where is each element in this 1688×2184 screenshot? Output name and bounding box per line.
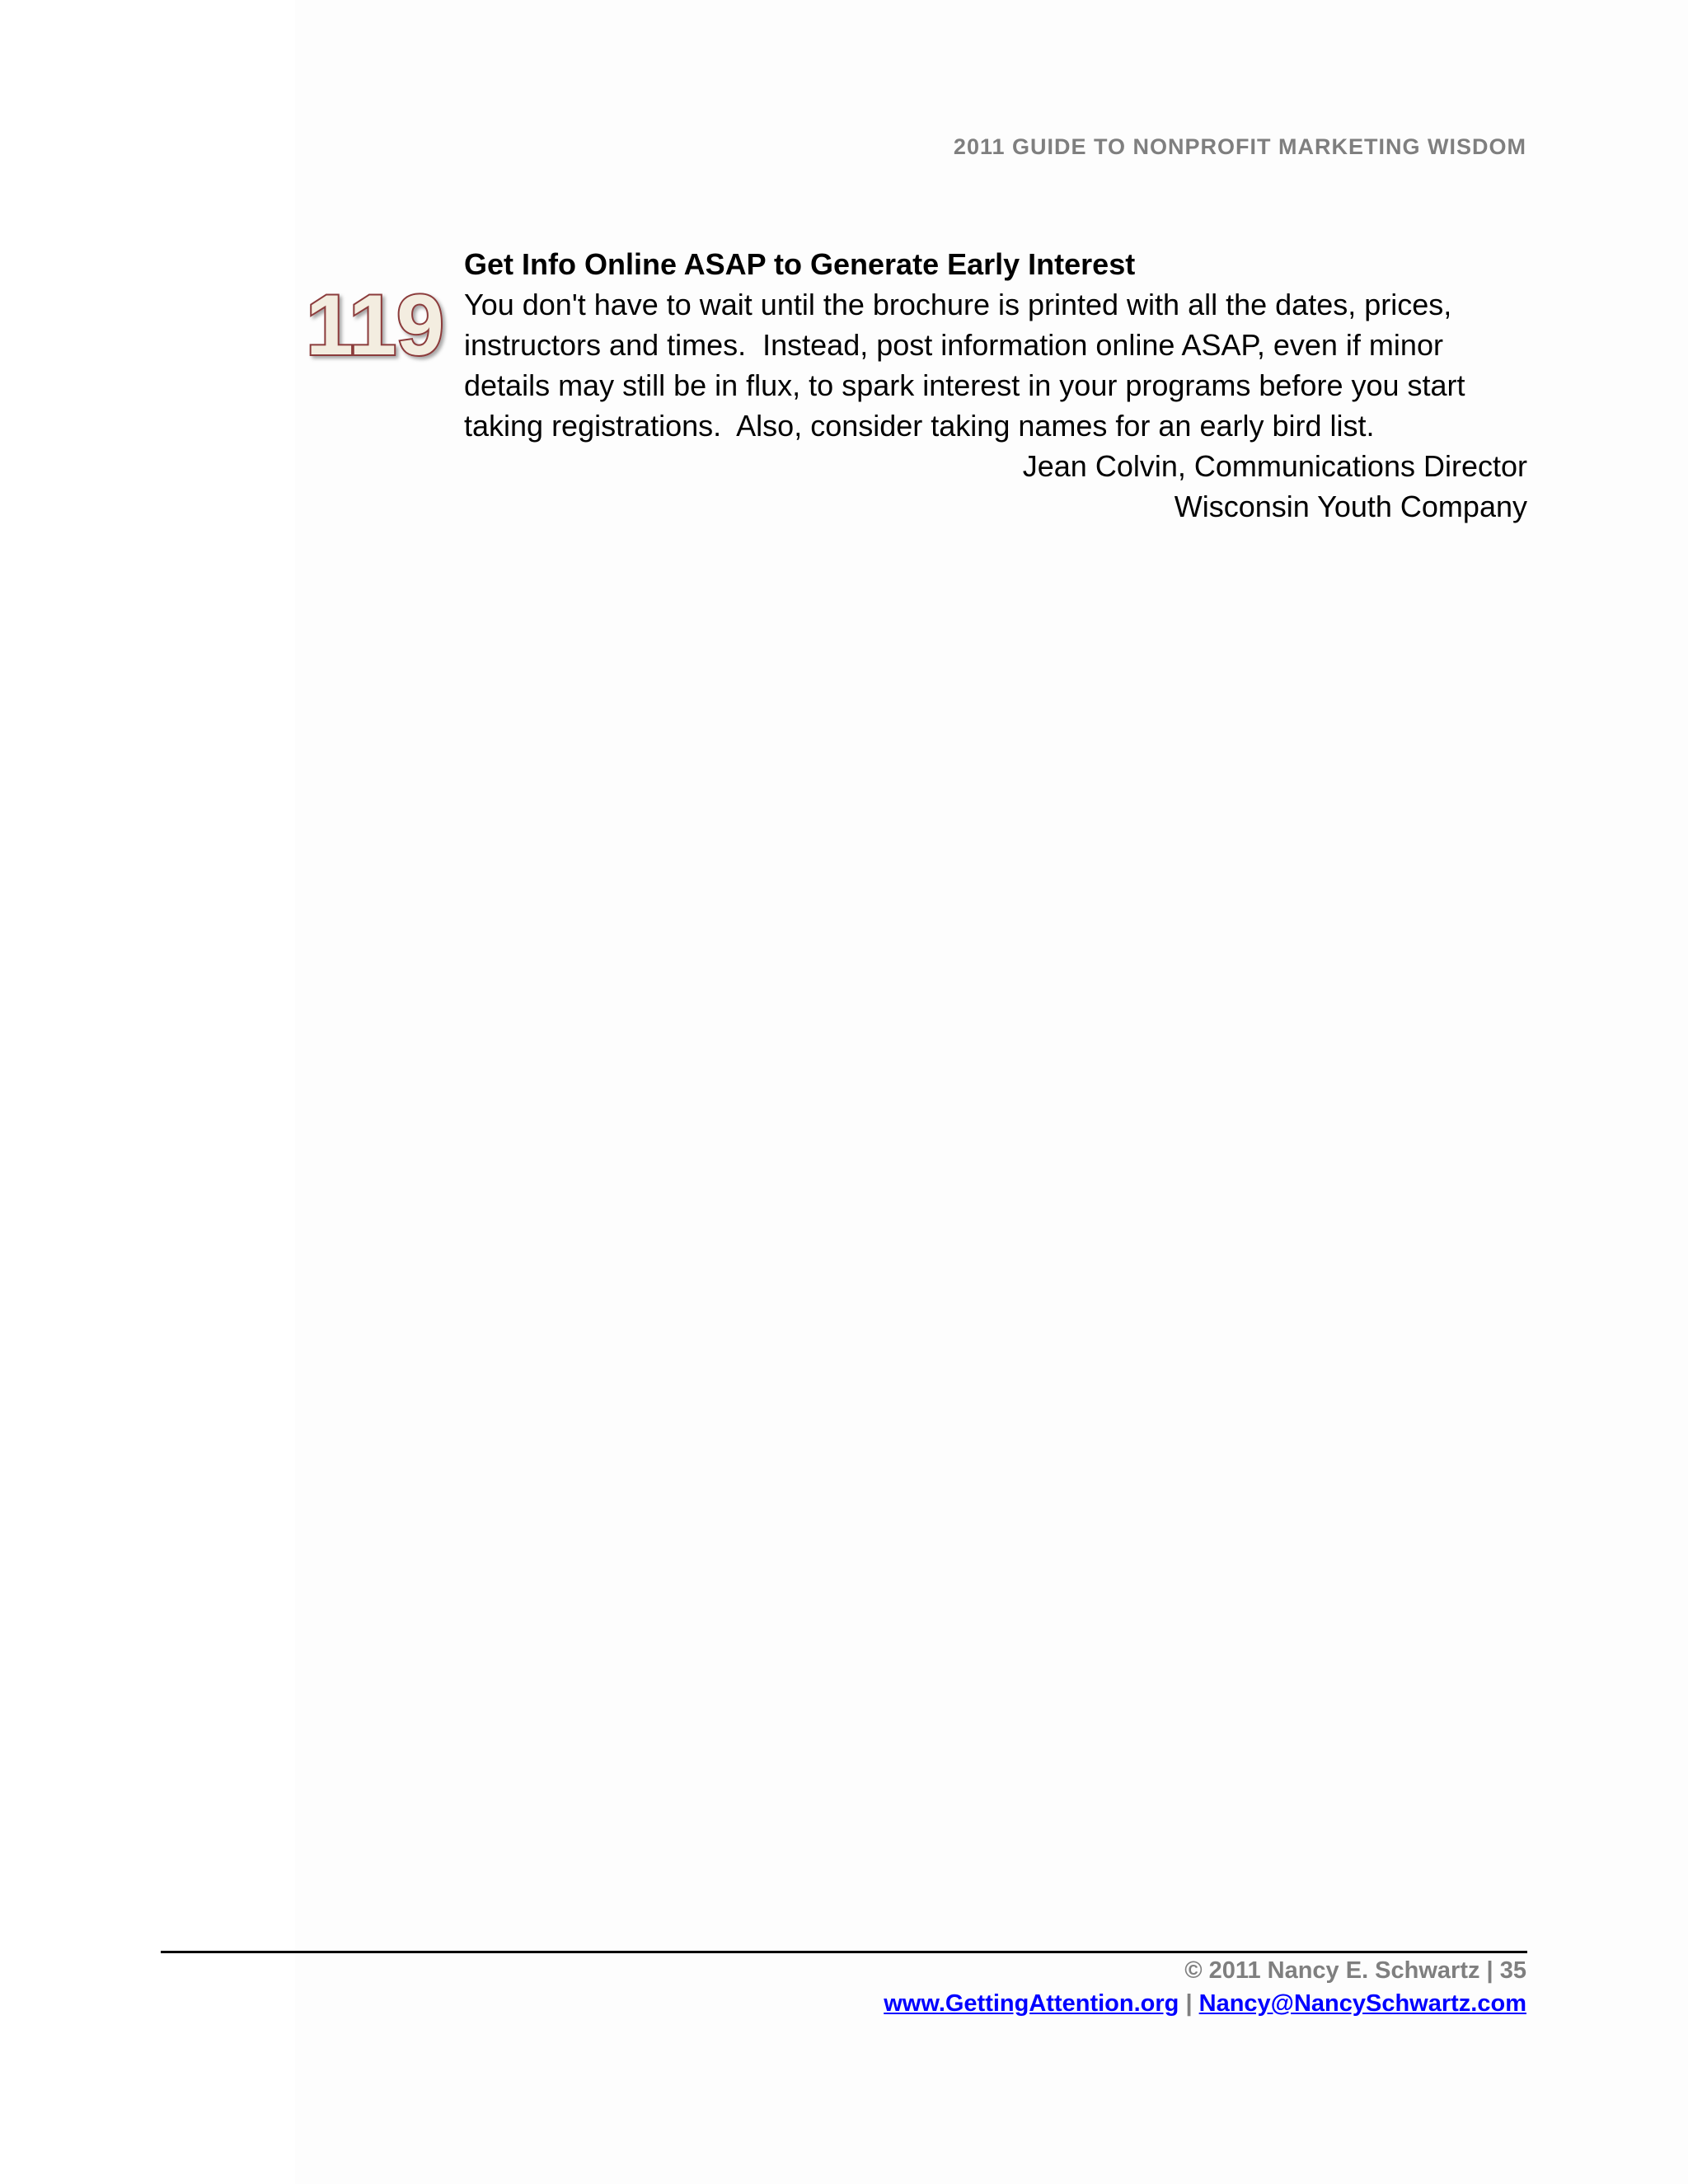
attribution-name: Jean Colvin, Communications Director (1022, 449, 1527, 483)
tip-number-svg (297, 279, 453, 369)
footer-separator: | (1185, 1990, 1193, 2017)
footer-copyright: © 2011 Nancy E. Schwartz | 35 (1184, 1957, 1526, 1984)
tip-body-line: taking registrations. Also, consider taking names for an early bird list. (464, 409, 1375, 443)
tip-title: Get Info Online ASAP to Generate Early Interest (464, 247, 1136, 281)
email-link[interactable]: Nancy@NancySchwartz.com (1198, 1990, 1526, 2017)
tip-body (464, 284, 1527, 446)
tip-body-line: You don't have to wait until the brochure is printed with all the dates, prices, (464, 288, 1452, 321)
running-header: 2011 GUIDE TO NONPROFIT MARKETING WISDOM (953, 134, 1526, 159)
tip-number-graphic (297, 279, 453, 369)
tip-body-line: instructors and times. Instead, post information online ASAP, even if minor (464, 328, 1443, 362)
footer-links (884, 1990, 1526, 2018)
attribution-organization: Wisconsin Youth Company (1174, 490, 1527, 523)
tip-number: 119 (306, 279, 444, 369)
tip-body-line: details may still be in flux, to spark interest in your programs before you start (464, 368, 1465, 402)
website-link[interactable]: www.GettingAttention.org (884, 1990, 1179, 2017)
attribution (464, 446, 1527, 527)
footer-divider (161, 1951, 1527, 1953)
tip-block (464, 245, 1527, 527)
